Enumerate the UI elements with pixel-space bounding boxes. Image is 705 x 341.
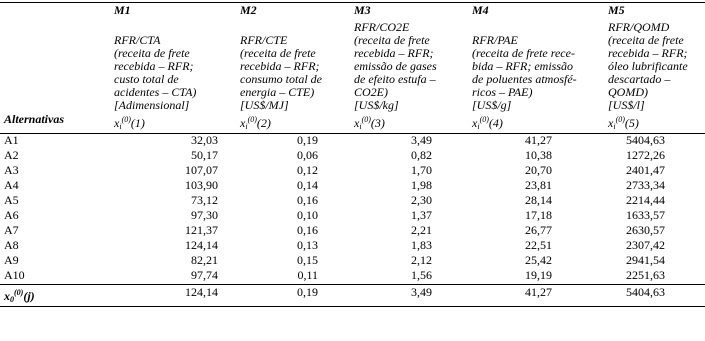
variable-subscript: i bbox=[359, 122, 362, 131]
table-cell: 97,30 bbox=[191, 208, 218, 222]
description-line: consumo total de bbox=[240, 72, 322, 86]
table-cell: 2733,34 bbox=[626, 178, 665, 192]
table-row bbox=[0, 149, 705, 164]
variable-label bbox=[604, 113, 705, 134]
description-line: emissão de gases bbox=[354, 59, 437, 73]
table-cell: 3,49 bbox=[411, 133, 432, 147]
table-cell: 0,13 bbox=[297, 238, 318, 252]
table-cell: 121,37 bbox=[185, 223, 218, 237]
table-cell: 107,07 bbox=[185, 163, 218, 177]
variable-superscript: (0) bbox=[361, 115, 371, 124]
variable-symbol: x bbox=[354, 116, 360, 130]
table-cell: 124,14 bbox=[185, 238, 218, 252]
variable-superscript: (0) bbox=[247, 115, 257, 124]
reference-label bbox=[0, 285, 110, 307]
table-cell: 2,30 bbox=[411, 193, 432, 207]
table-cell: 2251,63 bbox=[626, 268, 665, 282]
variable-superscript: (0) bbox=[121, 115, 131, 124]
row-label: A1 bbox=[4, 133, 19, 147]
variable-superscript: (0) bbox=[615, 115, 625, 124]
model-header-row bbox=[0, 3, 705, 19]
description-line: RFR/CTA bbox=[114, 33, 161, 47]
model-header: M1 bbox=[110, 3, 236, 19]
description-line: de poluentes atmosfé- bbox=[472, 72, 577, 86]
table-cell: 2630,57 bbox=[626, 223, 665, 237]
table-cell: 1,98 bbox=[411, 178, 432, 192]
description-line: (receita de frete bbox=[240, 46, 316, 60]
model-description bbox=[110, 18, 236, 113]
variable-symbol: x bbox=[114, 116, 120, 130]
variable-symbol: x bbox=[240, 116, 246, 130]
description-line: (receita de frete bbox=[608, 33, 684, 47]
variable-label bbox=[236, 113, 350, 134]
table-cell: 2941,54 bbox=[626, 253, 665, 267]
description-line: bida – RFR; emissão bbox=[472, 59, 573, 73]
description-line: QOMD) bbox=[608, 85, 648, 99]
variable-subscript: i bbox=[477, 122, 480, 131]
description-line: energia – CTE) bbox=[240, 85, 315, 99]
row-label: A9 bbox=[4, 253, 19, 267]
description-line: recebida – RFR; bbox=[608, 46, 688, 60]
reference-cell: 41,27 bbox=[468, 285, 604, 307]
model-description bbox=[468, 18, 604, 113]
variable-label bbox=[468, 113, 604, 134]
table-cell: 0,11 bbox=[297, 268, 318, 282]
table-cell: 0,16 bbox=[297, 193, 318, 207]
row-label: A4 bbox=[4, 178, 19, 192]
variable-label bbox=[110, 113, 236, 134]
row-label: A5 bbox=[4, 193, 19, 207]
description-line: RFR/CO2E bbox=[354, 20, 410, 34]
reference-subscript: 0 bbox=[10, 295, 14, 304]
description-line: recebida – RFR; bbox=[114, 59, 194, 73]
description-line: ricos – PAE) bbox=[472, 85, 533, 99]
variable-subscript: i bbox=[245, 122, 248, 131]
table-cell: 32,03 bbox=[191, 133, 218, 147]
reference-argument: (j) bbox=[23, 289, 35, 303]
table-cell: 1633,57 bbox=[626, 208, 665, 222]
table-cell: 1272,26 bbox=[626, 148, 665, 162]
table-cell: 23,81 bbox=[525, 178, 552, 192]
table-row bbox=[0, 269, 705, 285]
empty-corner-cell bbox=[0, 3, 110, 19]
table-cell: 25,42 bbox=[525, 253, 552, 267]
empty-cell bbox=[0, 18, 110, 113]
table-row bbox=[0, 194, 705, 209]
description-line: recebida – RFR; bbox=[354, 46, 434, 60]
description-line: acidentes – CTA) bbox=[114, 85, 197, 99]
table-cell: 2214,44 bbox=[626, 193, 665, 207]
table-cell: 22,51 bbox=[525, 238, 552, 252]
description-line: RFR/CTE bbox=[240, 33, 288, 47]
table-cell: 41,27 bbox=[525, 133, 552, 147]
description-line: [US$/MJ] bbox=[240, 98, 289, 112]
variable-symbol: x bbox=[472, 116, 478, 130]
reference-row bbox=[0, 285, 705, 307]
reference-cell: 3,49 bbox=[350, 285, 468, 307]
table-row bbox=[0, 179, 705, 194]
table-cell: 0,10 bbox=[297, 208, 318, 222]
model-description bbox=[350, 18, 468, 113]
model-header: M4 bbox=[468, 3, 604, 19]
description-line: RFR/QOMD bbox=[608, 20, 670, 34]
description-line: [US$/g] bbox=[472, 98, 512, 112]
table-row bbox=[0, 134, 705, 150]
table-cell: 2401,47 bbox=[626, 163, 665, 177]
alternatives-label: Alternativas bbox=[0, 113, 110, 134]
table-cell: 2,12 bbox=[411, 253, 432, 267]
variable-subscript: i bbox=[613, 122, 616, 131]
table-cell: 1,70 bbox=[411, 163, 432, 177]
row-label: A2 bbox=[4, 148, 19, 162]
table-cell: 73,12 bbox=[191, 193, 218, 207]
variable-label bbox=[350, 113, 468, 134]
table-cell: 0,19 bbox=[297, 133, 318, 147]
variable-argument: (4) bbox=[488, 116, 503, 130]
row-label: A3 bbox=[4, 163, 19, 177]
table-cell: 1,37 bbox=[411, 208, 432, 222]
table-cell: 0,82 bbox=[411, 148, 432, 162]
table-row bbox=[0, 239, 705, 254]
model-header: M2 bbox=[236, 3, 350, 19]
table-cell: 2,21 bbox=[411, 223, 432, 237]
table-cell: 0,14 bbox=[297, 178, 318, 192]
variable-argument: (2) bbox=[256, 116, 271, 130]
description-line: RFR/PAE bbox=[472, 33, 518, 47]
table-cell: 0,15 bbox=[297, 253, 318, 267]
model-description bbox=[604, 18, 705, 113]
variable-header-row bbox=[0, 113, 705, 134]
description-line: de efeito estufa – bbox=[354, 72, 436, 86]
description-line: CO2E) bbox=[354, 85, 388, 99]
reference-cell: 5404,63 bbox=[604, 285, 705, 307]
table-cell: 10,38 bbox=[525, 148, 552, 162]
table-row bbox=[0, 224, 705, 239]
table-cell: 50,17 bbox=[191, 148, 218, 162]
description-line: [US$/l] bbox=[608, 98, 645, 112]
description-line: (receita de frete bbox=[354, 33, 430, 47]
table-cell: 28,14 bbox=[525, 193, 552, 207]
variable-superscript: (0) bbox=[479, 115, 489, 124]
reference-cell: 124,14 bbox=[110, 285, 236, 307]
table-cell: 82,21 bbox=[191, 253, 218, 267]
row-label: A10 bbox=[4, 268, 25, 282]
table-cell: 0,12 bbox=[297, 163, 318, 177]
table-cell: 97,74 bbox=[191, 268, 218, 282]
description-line: recebida – RFR; bbox=[240, 59, 320, 73]
table-cell: 17,18 bbox=[525, 208, 552, 222]
row-label: A8 bbox=[4, 238, 19, 252]
reference-symbol: x bbox=[4, 289, 10, 303]
description-line: (receita de frete rece- bbox=[472, 46, 575, 60]
reference-cell: 0,19 bbox=[236, 285, 350, 307]
table-cell: 103,90 bbox=[185, 178, 218, 192]
description-row bbox=[0, 18, 705, 113]
model-description bbox=[236, 18, 350, 113]
variable-argument: (1) bbox=[130, 116, 145, 130]
table-cell: 26,77 bbox=[525, 223, 552, 237]
table-cell: 19,19 bbox=[525, 268, 552, 282]
table-row bbox=[0, 254, 705, 269]
description-line: custo total de bbox=[114, 72, 179, 86]
row-label: A7 bbox=[4, 223, 19, 237]
description-line: (receita de frete bbox=[114, 46, 190, 60]
table-cell: 1,83 bbox=[411, 238, 432, 252]
variable-argument: (3) bbox=[370, 116, 385, 130]
table-cell: 5404,63 bbox=[626, 133, 665, 147]
model-header: M5 bbox=[604, 3, 705, 19]
reference-superscript: (0) bbox=[14, 288, 24, 297]
description-line: óleo lubrificante bbox=[608, 59, 688, 73]
description-line: [US$/kg] bbox=[354, 98, 399, 112]
description-line: [Adimensional] bbox=[114, 98, 190, 112]
data-table bbox=[0, 2, 705, 307]
table-cell: 2307,42 bbox=[626, 238, 665, 252]
model-header: M3 bbox=[350, 3, 468, 19]
table-row bbox=[0, 164, 705, 179]
variable-symbol: x bbox=[608, 116, 614, 130]
table-cell: 1,56 bbox=[411, 268, 432, 282]
table-cell: 20,70 bbox=[525, 163, 552, 177]
table-cell: 0,16 bbox=[297, 223, 318, 237]
variable-argument: (5) bbox=[624, 116, 639, 130]
table-cell: 0,06 bbox=[297, 148, 318, 162]
description-line: descartado – bbox=[608, 72, 671, 86]
variable-subscript: i bbox=[119, 122, 122, 131]
row-label: A6 bbox=[4, 208, 19, 222]
table-row bbox=[0, 209, 705, 224]
